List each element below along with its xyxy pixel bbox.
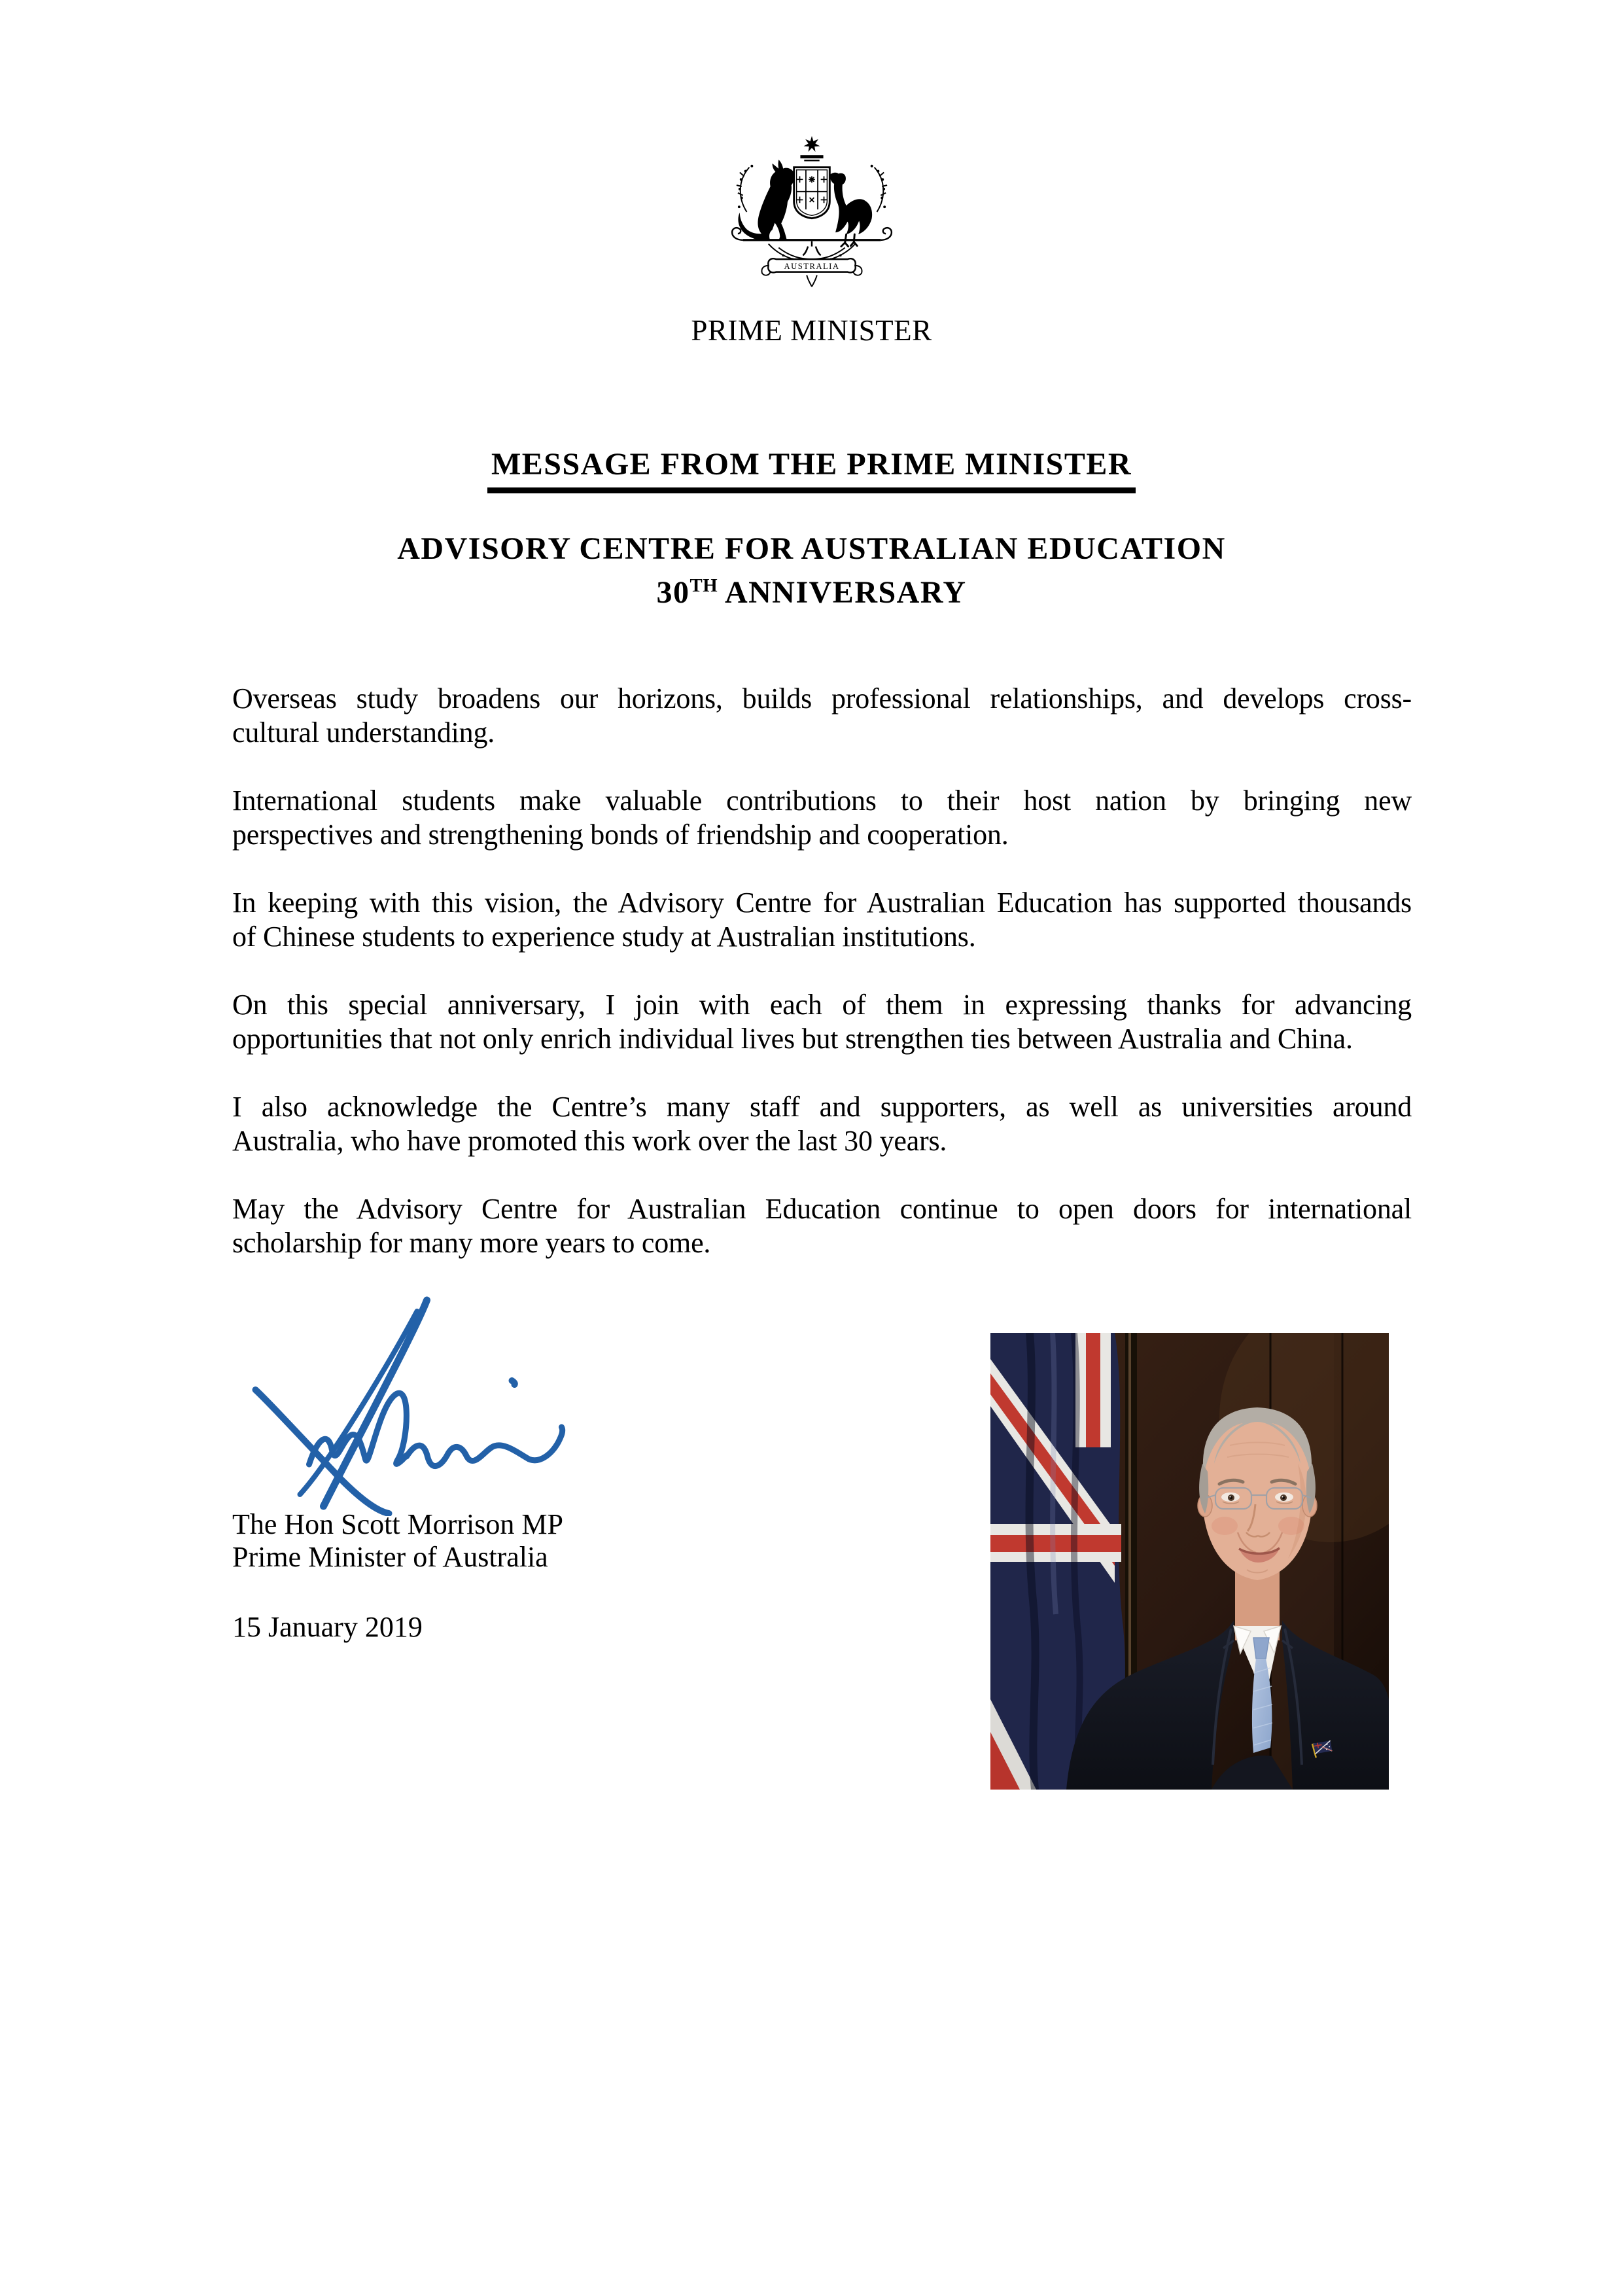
paragraph [232, 1090, 1412, 1158]
tie-knot [1253, 1638, 1269, 1659]
letter-body [232, 682, 1412, 1294]
main-title-text: MESSAGE FROM THE PRIME MINISTER [487, 449, 1136, 493]
emu-icon [829, 173, 872, 247]
paragraph [232, 784, 1412, 852]
subtitle-line: ADVISORY CENTRE FOR AUSTRALIAN EDUCATION [397, 531, 1226, 566]
australia-banner [761, 258, 862, 287]
subtitle-block [0, 531, 1623, 611]
anniversary-line [0, 567, 1623, 611]
paragraph [232, 886, 1412, 954]
anniversary-ordinal: TH [689, 575, 718, 596]
paragraph-line: Overseas study broadens our horizons, builds professional relationships, and develops cross- [232, 682, 1412, 715]
commonwealth-star-icon [800, 136, 823, 162]
australian-coat-of-arms [710, 134, 914, 287]
paragraph-line: scholarship for many more years to come. [232, 1227, 711, 1259]
signer-title: Prime Minister of Australia [232, 1541, 548, 1573]
paragraph-line: I also acknowledge the Centre’s many staff and supporters, as well as universities around [232, 1091, 1412, 1123]
anniversary-number: 30 [656, 575, 690, 610]
paragraph-line: International students make valuable contributions to their host nation by bringing new [232, 785, 1412, 817]
paragraph-line: May the Advisory Centre for Australian Education continue to open doors for international [232, 1193, 1412, 1225]
office-title: PRIME MINISTER [691, 314, 932, 347]
main-title [0, 449, 1623, 493]
shield-icon [794, 168, 829, 219]
kangaroo-icon [738, 160, 794, 241]
paragraph-line: of Chinese students to experience study at Australian institutions. [232, 921, 976, 953]
paragraph-line: perspectives and strengthening bonds of friendship and cooperation. [232, 819, 1009, 851]
paragraph [232, 988, 1412, 1056]
paragraph-line: On this special anniversary, I join with each of them in expressing thanks for advancing [232, 989, 1412, 1021]
signer-name: The Hon Scott Morrison MP [232, 1508, 563, 1540]
anniversary-word: ANNIVERSARY [718, 575, 967, 610]
banner-label: AUSTRALIA [784, 262, 839, 272]
paragraph-line: In keeping with this vision, the Advisory Centre for Australian Education has supported thousands [232, 887, 1412, 919]
paragraph-line: opportunities that not only enrich individual lives but strengthen ties between Australia and China. [232, 1023, 1353, 1055]
signature-image [229, 1290, 582, 1516]
pm-portrait-photo [990, 1333, 1389, 1790]
paragraph-line: Australia, who have promoted this work over the last 30 years. [232, 1125, 947, 1157]
letter-date: 15 January 2019 [232, 1611, 423, 1643]
paragraph [232, 1192, 1412, 1260]
signer-block [232, 1508, 563, 1574]
paragraph-line: cultural understanding. [232, 716, 495, 749]
paragraph [232, 682, 1412, 750]
